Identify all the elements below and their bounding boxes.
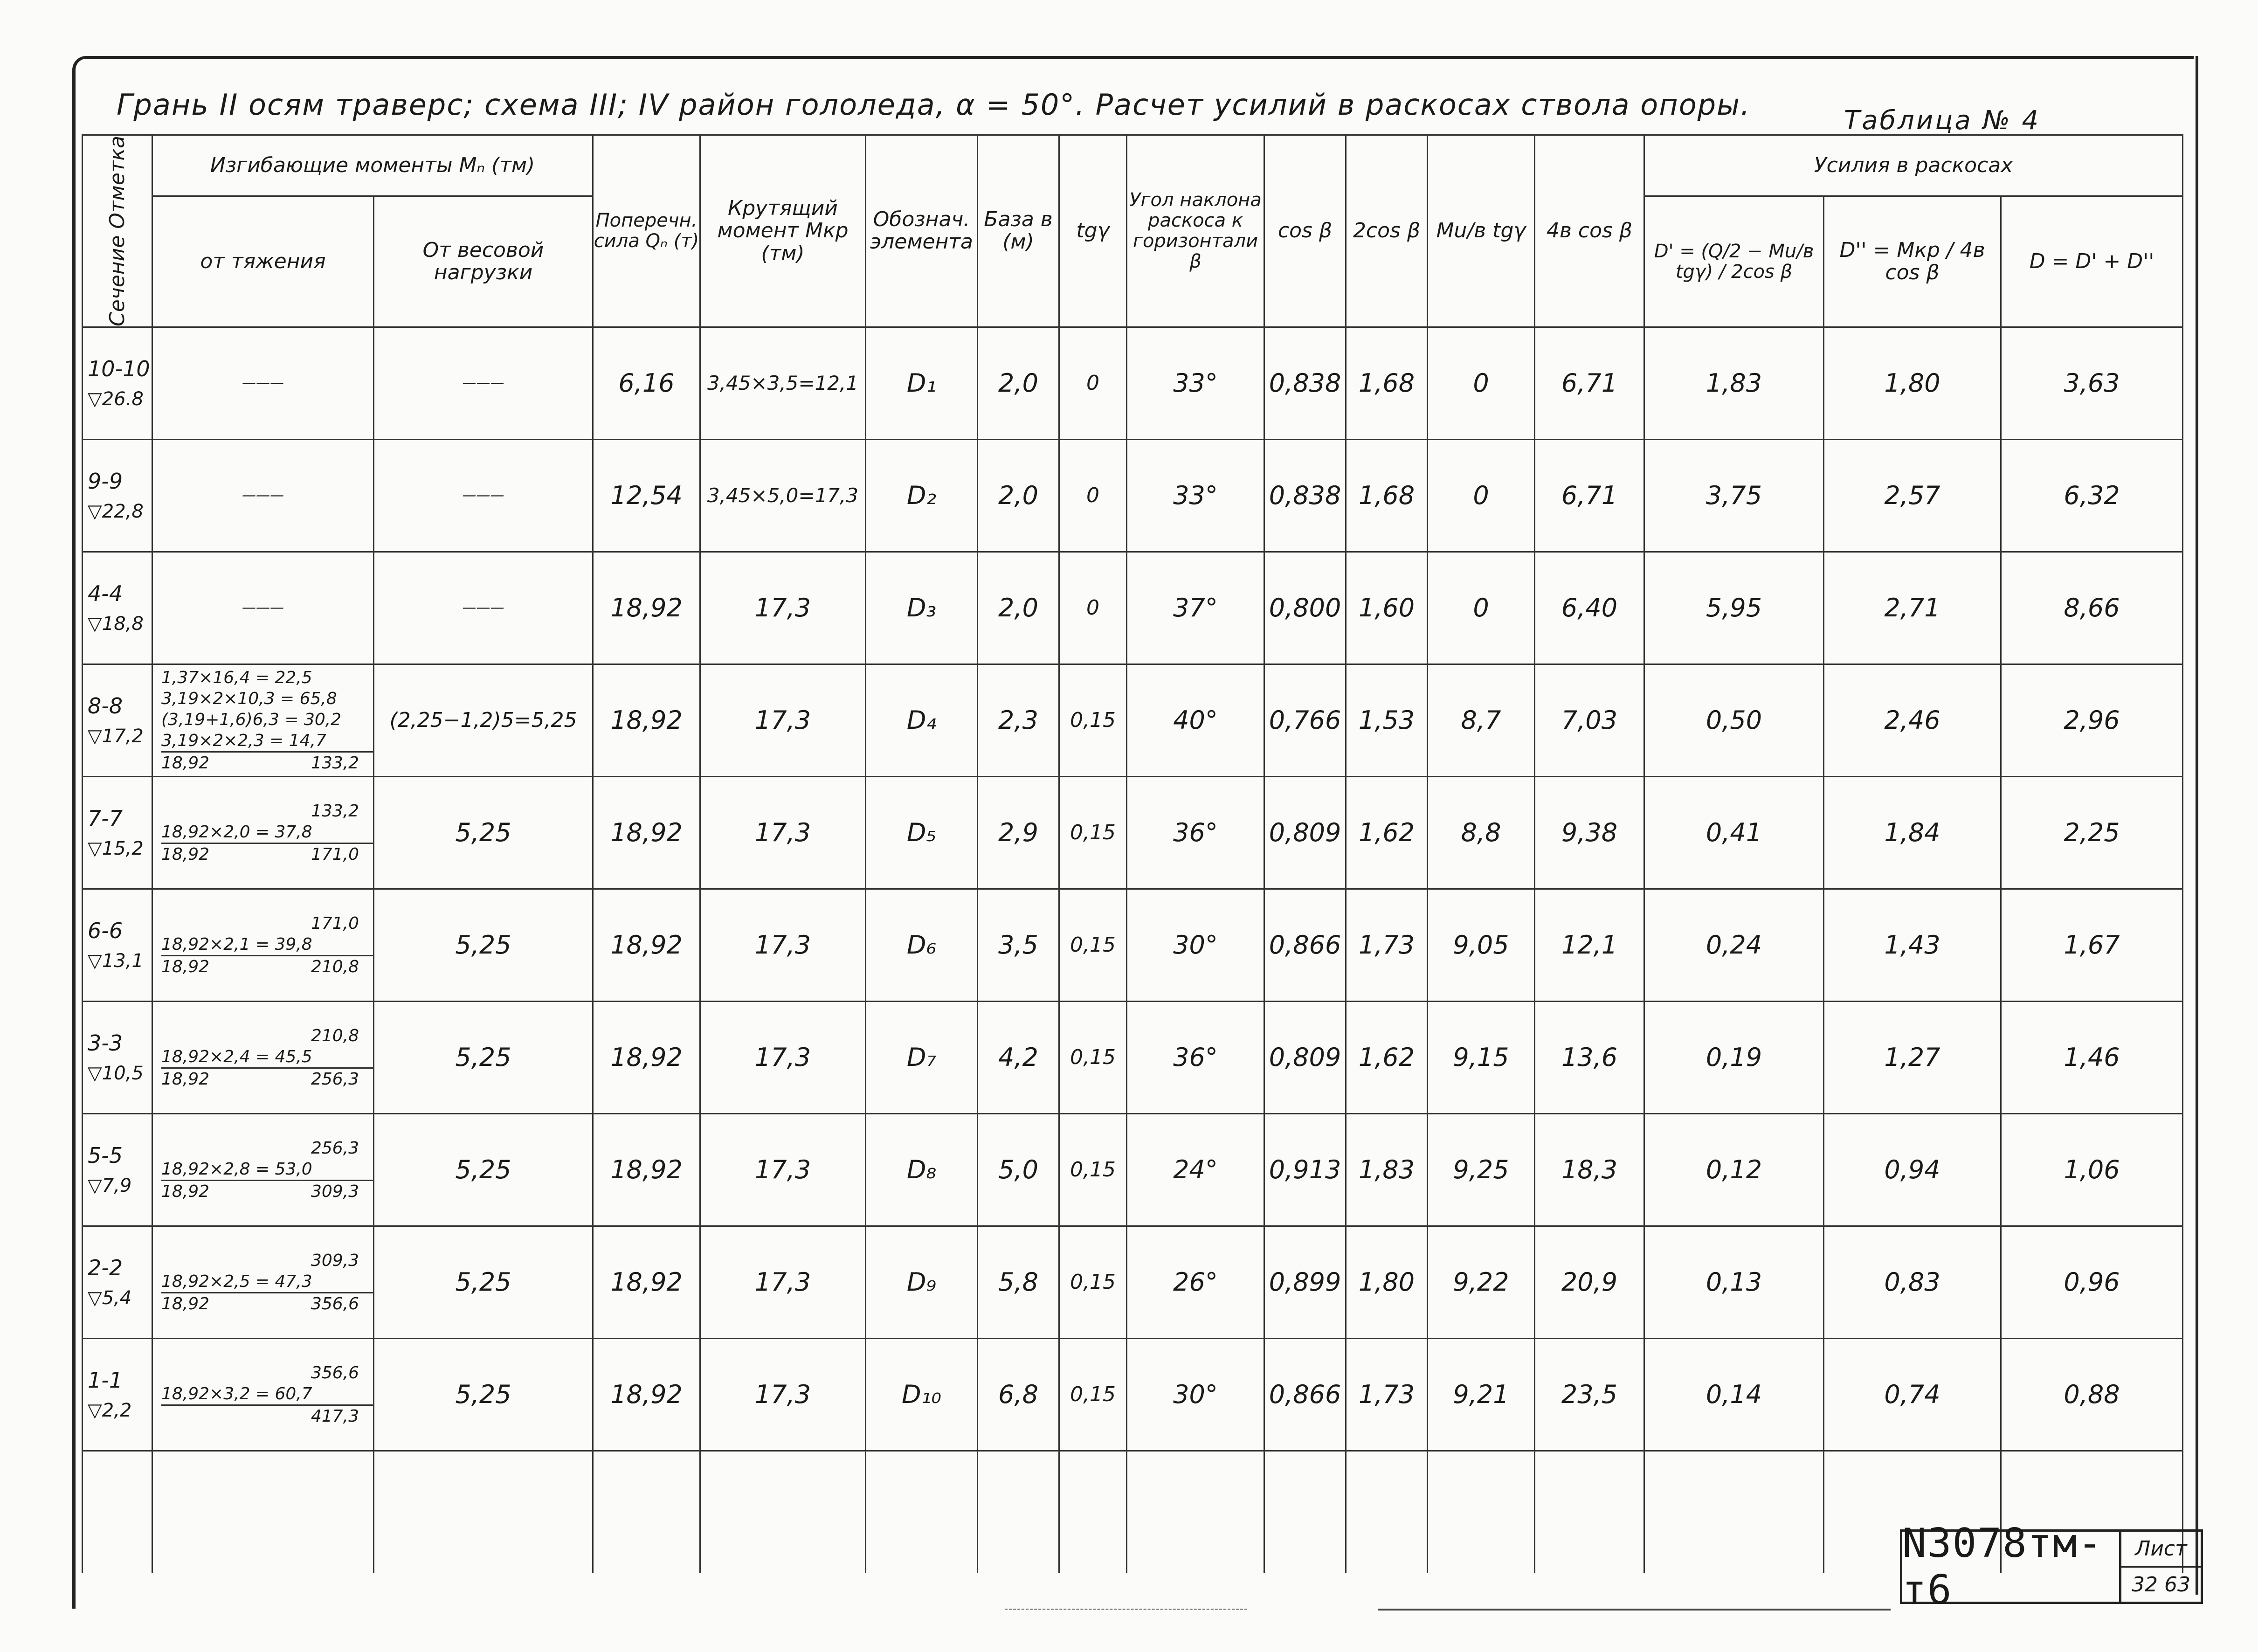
cell-element: D₁: [866, 327, 978, 439]
cell-element: D₈: [866, 1113, 978, 1226]
cell-angle: 26°: [1127, 1226, 1264, 1338]
cell-base: 4,2: [978, 1001, 1059, 1113]
cell-mutg: 9,05: [1428, 889, 1535, 1001]
cell-d2: 0,83: [1824, 1226, 2001, 1338]
cell-torque: 17,3: [700, 552, 866, 664]
table-row: [83, 552, 2183, 664]
cell-d-total: 0,88: [2001, 1338, 2183, 1451]
section-mark: ▽10,5: [88, 1063, 144, 1085]
cell-base: 3,5: [978, 889, 1059, 1001]
cell-torque: 17,3: [700, 1113, 866, 1226]
col-torque-header: Крутящий момент Mкр (тм): [700, 135, 866, 327]
cell-weight: 5,25: [374, 1113, 593, 1226]
cell-cos: 0,766: [1264, 664, 1346, 776]
cell-base: 5,0: [978, 1113, 1059, 1226]
tension-carry: 309,3: [311, 1251, 359, 1270]
cell-d-total: 3,63: [2001, 327, 2183, 439]
tension-carry: 356,6: [311, 1363, 359, 1382]
cell-section: [83, 1338, 152, 1451]
cell-section: [83, 1113, 152, 1226]
sheet-number: 32 63: [2132, 1573, 2190, 1597]
cell-torque: 3,45×5,0=17,3: [700, 439, 866, 552]
cell-tension: [152, 776, 374, 889]
section-id: 5-5: [88, 1143, 123, 1168]
cell-d-total: 2,96: [2001, 664, 2183, 776]
cell-angle: 33°: [1127, 439, 1264, 552]
cell-section: [83, 327, 152, 439]
section-id: 9-9: [88, 469, 123, 494]
col-forces-header: Усилия в раскосах: [1644, 135, 2183, 196]
cell-shear: 18,92: [593, 1226, 700, 1338]
cell-d1: 0,13: [1644, 1226, 1824, 1338]
cell-base: 2,0: [978, 552, 1059, 664]
cell-d-total: 1,46: [2001, 1001, 2183, 1113]
cell-section: [83, 552, 152, 664]
cell-d2: 0,94: [1824, 1113, 2001, 1226]
table-row: [83, 889, 2183, 1001]
cell-d-total: 8,66: [2001, 552, 2183, 664]
cell-d2: 2,46: [1824, 664, 2001, 776]
cell-weight: (2,25−1,2)5=5,25: [374, 664, 593, 776]
cell-cos: 0,913: [1264, 1113, 1346, 1226]
section-id: 8-8: [88, 693, 123, 719]
section-mark: ▽5,4: [88, 1287, 132, 1309]
cell-mutg: 9,15: [1428, 1001, 1535, 1113]
cell-tension: [152, 1226, 374, 1338]
cell-twocos: 1,62: [1346, 776, 1428, 889]
cell-angle: 40°: [1127, 664, 1264, 776]
cell-weight: ———: [374, 552, 593, 664]
cell-angle: 30°: [1127, 1338, 1264, 1451]
table-row: [83, 1226, 2183, 1338]
col-moments-header: Изгибающие моменты Mₙ (тм): [152, 135, 593, 196]
cell-d-total: 2,25: [2001, 776, 2183, 889]
col-2cos-header: 2cos β: [1346, 135, 1428, 327]
cell-fourcos: 7,03: [1535, 664, 1644, 776]
cell-d-total: 1,06: [2001, 1113, 2183, 1226]
tension-line: (3,19+1,6)6,3 = 30,2: [161, 710, 342, 729]
cell-base: 2,3: [978, 664, 1059, 776]
table-row: [83, 439, 2183, 552]
cell-empty: [700, 1451, 866, 1573]
cell-weight: 5,25: [374, 776, 593, 889]
cell-base: 2,0: [978, 439, 1059, 552]
drawing-code: N3078тм-т6: [1902, 1532, 2121, 1602]
cell-d1: 0,14: [1644, 1338, 1824, 1451]
col-4cos-header: 4в cos β: [1535, 135, 1644, 327]
cell-fourcos: 23,5: [1535, 1338, 1644, 1451]
cell-fourcos: 18,3: [1535, 1113, 1644, 1226]
cell-tension: [152, 1338, 374, 1451]
cell-tg: 0: [1059, 327, 1127, 439]
cell-mutg: 9,22: [1428, 1226, 1535, 1338]
cell-twocos: 1,80: [1346, 1226, 1428, 1338]
cell-empty: [1428, 1451, 1535, 1573]
cell-weight: ———: [374, 327, 593, 439]
cell-d1: 5,95: [1644, 552, 1824, 664]
cell-tension: [152, 1001, 374, 1113]
cell-tg: 0,15: [1059, 1226, 1127, 1338]
cell-d1: 1,83: [1644, 327, 1824, 439]
cell-angle: 24°: [1127, 1113, 1264, 1226]
section-mark: ▽7,9: [88, 1175, 132, 1197]
cell-empty: [1535, 1451, 1644, 1573]
cell-shear: 18,92: [593, 776, 700, 889]
cell-base: 5,8: [978, 1226, 1059, 1338]
tension-result: 18,92 171,0: [161, 844, 359, 864]
cell-d-total: 1,67: [2001, 889, 2183, 1001]
title-stamp: [1900, 1520, 2203, 1613]
cell-element: D₅: [866, 776, 978, 889]
cell-mutg: 0: [1428, 552, 1535, 664]
frame-border-top: [86, 56, 2194, 59]
cell-empty: [83, 1451, 152, 1573]
cell-d2: 1,84: [1824, 776, 2001, 889]
cell-d2: 1,27: [1824, 1001, 2001, 1113]
cell-tg: 0,15: [1059, 776, 1127, 889]
cell-tg: 0,15: [1059, 1001, 1127, 1113]
cell-twocos: 1,68: [1346, 327, 1428, 439]
cell-tension: [152, 889, 374, 1001]
cell-mutg: 9,25: [1428, 1113, 1535, 1226]
tension-line: 18,92×2,0 = 37,8: [161, 822, 373, 844]
bottom-line: [1378, 1609, 1891, 1611]
cell-d1: 0,50: [1644, 664, 1824, 776]
tension-result: 18,92 133,2: [161, 753, 359, 773]
cell-d1: 0,41: [1644, 776, 1824, 889]
section-id: 1-1: [88, 1368, 123, 1393]
cell-torque: 17,3: [700, 776, 866, 889]
cell-weight: 5,25: [374, 889, 593, 1001]
cell-mutg: 0: [1428, 327, 1535, 439]
tension-carry: 171,0: [311, 913, 359, 933]
section-id: 6-6: [88, 918, 123, 944]
cell-empty: [1264, 1451, 1346, 1573]
col-base-header: База в (м): [978, 135, 1059, 327]
cell-d1: 0,24: [1644, 889, 1824, 1001]
section-mark: ▽13,1: [88, 950, 144, 972]
sheet-label: Лист: [2121, 1532, 2201, 1568]
tension-result: 18,92 256,3: [161, 1069, 359, 1089]
cell-tension: [152, 664, 374, 776]
cell-d-total: 0,96: [2001, 1226, 2183, 1338]
cell-torque: 17,3: [700, 1001, 866, 1113]
cell-empty: [1644, 1451, 1824, 1573]
table-row-empty: [83, 1451, 2183, 1573]
cell-d2: 2,57: [1824, 439, 2001, 552]
cell-mutg: 9,21: [1428, 1338, 1535, 1451]
cell-section: [83, 1226, 152, 1338]
cell-fourcos: 6,40: [1535, 552, 1644, 664]
col-section-header: Сечение Отметка: [83, 135, 152, 327]
cell-tg: 0,15: [1059, 664, 1127, 776]
cell-fourcos: 9,38: [1535, 776, 1644, 889]
bottom-dash-line: [1005, 1609, 1247, 1610]
cell-angle: 33°: [1127, 327, 1264, 439]
cell-cos: 0,838: [1264, 327, 1346, 439]
cell-tg: 0: [1059, 552, 1127, 664]
cell-element: D₄: [866, 664, 978, 776]
cell-empty: [152, 1451, 374, 1573]
forces-table: [82, 134, 2183, 1573]
cell-shear: 18,92: [593, 889, 700, 1001]
cell-torque: 17,3: [700, 1226, 866, 1338]
cell-weight: 5,25: [374, 1338, 593, 1451]
col-tension-header: от тяжения: [152, 196, 374, 327]
cell-d1: 0,12: [1644, 1113, 1824, 1226]
col-tg-header: tgγ: [1059, 135, 1127, 327]
cell-twocos: 1,68: [1346, 439, 1428, 552]
cell-weight: 5,25: [374, 1226, 593, 1338]
cell-tension: ———: [152, 439, 374, 552]
cell-tg: 0,15: [1059, 889, 1127, 1001]
tension-line: 18,92×3,2 = 60,7: [161, 1383, 373, 1406]
drawing-sheet: [72, 56, 2198, 1613]
cell-d2: 1,43: [1824, 889, 2001, 1001]
col-angle-header: Угол наклона раскоса к горизонтали β: [1127, 135, 1264, 327]
cell-torque: 3,45×3,5=12,1: [700, 327, 866, 439]
cell-section: [83, 776, 152, 889]
cell-cos: 0,809: [1264, 776, 1346, 889]
frame-border-left: [72, 70, 76, 1609]
cell-cos: 0,866: [1264, 889, 1346, 1001]
cell-empty: [866, 1451, 978, 1573]
cell-section: [83, 889, 152, 1001]
tension-result: 18,92 356,6: [161, 1294, 359, 1313]
cell-d-total: 6,32: [2001, 439, 2183, 552]
tension-line: 18,92×2,1 = 39,8: [161, 934, 373, 956]
cell-fourcos: 6,71: [1535, 327, 1644, 439]
section-id: 10-10: [88, 356, 150, 382]
cell-tension: ———: [152, 327, 374, 439]
col-mutg-header: Mu/в tgγ: [1428, 135, 1535, 327]
cell-mutg: 8,8: [1428, 776, 1535, 889]
tension-result: 18,92 309,3: [161, 1182, 359, 1201]
section-mark: ▽18,8: [88, 613, 144, 635]
col-d-header: D = D' + D'': [2001, 196, 2183, 327]
cell-cos: 0,899: [1264, 1226, 1346, 1338]
cell-shear: 12,54: [593, 439, 700, 552]
cell-angle: 36°: [1127, 1001, 1264, 1113]
cell-empty: [978, 1451, 1059, 1573]
cell-cos: 0,800: [1264, 552, 1346, 664]
cell-shear: 18,92: [593, 1338, 700, 1451]
tension-line: 3,19×2×2,3 = 14,7: [161, 730, 373, 753]
table-row: [83, 664, 2183, 776]
section-mark: ▽17,2: [88, 726, 144, 747]
cell-element: D₂: [866, 439, 978, 552]
col-weight-header: От весовой нагрузки: [374, 196, 593, 327]
col-element-header: Обознач. элемента: [866, 135, 978, 327]
cell-base: 6,8: [978, 1338, 1059, 1451]
tension-line: 18,92×2,5 = 47,3: [161, 1271, 373, 1293]
cell-tension: ———: [152, 552, 374, 664]
tension-carry: 256,3: [311, 1138, 359, 1158]
cell-base: 2,0: [978, 327, 1059, 439]
table-row: [83, 1338, 2183, 1451]
tension-line: 18,92×2,4 = 45,5: [161, 1046, 373, 1069]
cell-torque: 17,3: [700, 889, 866, 1001]
cell-element: D₁₀: [866, 1338, 978, 1451]
cell-fourcos: 6,71: [1535, 439, 1644, 552]
cell-section: [83, 439, 152, 552]
section-id: 7-7: [88, 806, 123, 831]
cell-d2: 1,80: [1824, 327, 2001, 439]
cell-angle: 37°: [1127, 552, 1264, 664]
cell-twocos: 1,60: [1346, 552, 1428, 664]
sheet-caption: Грань II осям траверс; схема III; IV район гололеда, α = 50°. Расчет усилий в раскосах ствола опоры.: [117, 88, 1751, 122]
tension-result: 417,3: [311, 1406, 359, 1426]
col-shear-header: Поперечн. сила Qₙ (т): [593, 135, 700, 327]
section-id: 3-3: [88, 1030, 123, 1056]
cell-d2: 0,74: [1824, 1338, 2001, 1451]
cell-empty: [1059, 1451, 1127, 1573]
cell-shear: 18,92: [593, 664, 700, 776]
section-mark: ▽2,2: [88, 1400, 132, 1422]
frame-corner: [72, 56, 91, 75]
section-mark: ▽26.8: [88, 388, 144, 410]
cell-element: D₆: [866, 889, 978, 1001]
cell-shear: 18,92: [593, 1001, 700, 1113]
section-id: 2-2: [88, 1255, 123, 1281]
section-mark: ▽22,8: [88, 501, 144, 523]
cell-fourcos: 20,9: [1535, 1226, 1644, 1338]
cell-base: 2,9: [978, 776, 1059, 889]
cell-fourcos: 12,1: [1535, 889, 1644, 1001]
cell-empty: [374, 1451, 593, 1573]
cell-mutg: 0: [1428, 439, 1535, 552]
col-cos-header: cos β: [1264, 135, 1346, 327]
section-mark: ▽15,2: [88, 838, 144, 860]
cell-empty: [1127, 1451, 1264, 1573]
cell-d2: 2,71: [1824, 552, 2001, 664]
tension-line: 1,37×16,4 = 22,5: [161, 668, 312, 687]
table-row: [83, 1113, 2183, 1226]
table-row: [83, 1001, 2183, 1113]
cell-element: D₉: [866, 1226, 978, 1338]
tension-carry: 210,8: [311, 1026, 359, 1045]
cell-shear: 18,92: [593, 552, 700, 664]
cell-torque: 17,3: [700, 664, 866, 776]
section-id: 4-4: [88, 581, 123, 607]
cell-twocos: 1,73: [1346, 889, 1428, 1001]
tension-carry: 133,2: [311, 801, 359, 821]
cell-fourcos: 13,6: [1535, 1001, 1644, 1113]
cell-twocos: 1,62: [1346, 1001, 1428, 1113]
cell-cos: 0,838: [1264, 439, 1346, 552]
cell-angle: 36°: [1127, 776, 1264, 889]
table-number: Таблица № 4: [1844, 105, 2041, 136]
cell-angle: 30°: [1127, 889, 1264, 1001]
cell-tg: 0,15: [1059, 1113, 1127, 1226]
col-d2-header: D'' = Mкр / 4в cos β: [1824, 196, 2001, 327]
cell-twocos: 1,83: [1346, 1113, 1428, 1226]
cell-mutg: 8,7: [1428, 664, 1535, 776]
cell-weight: 5,25: [374, 1001, 593, 1113]
cell-element: D₇: [866, 1001, 978, 1113]
tension-line: 3,19×2×10,3 = 65,8: [161, 689, 337, 708]
table-row: [83, 776, 2183, 889]
cell-torque: 17,3: [700, 1338, 866, 1451]
tension-result: 18,92 210,8: [161, 957, 359, 976]
cell-empty: [1346, 1451, 1428, 1573]
cell-shear: 18,92: [593, 1113, 700, 1226]
tension-line: 18,92×2,8 = 53,0: [161, 1159, 373, 1181]
cell-cos: 0,809: [1264, 1001, 1346, 1113]
cell-weight: ———: [374, 439, 593, 552]
cell-empty: [593, 1451, 700, 1573]
cell-section: [83, 1001, 152, 1113]
table-row: [83, 327, 2183, 439]
cell-shear: 6,16: [593, 327, 700, 439]
col-d1-header: D' = (Q/2 − Mu/в tgγ) / 2cos β: [1644, 196, 1824, 327]
frame-border-right: [2196, 56, 2198, 1595]
cell-cos: 0,866: [1264, 1338, 1346, 1451]
cell-tg: 0,15: [1059, 1338, 1127, 1451]
cell-twocos: 1,73: [1346, 1338, 1428, 1451]
cell-twocos: 1,53: [1346, 664, 1428, 776]
cell-tension: [152, 1113, 374, 1226]
cell-element: D₃: [866, 552, 978, 664]
cell-tg: 0: [1059, 439, 1127, 552]
cell-d1: 3,75: [1644, 439, 1824, 552]
cell-section: [83, 664, 152, 776]
sheet-box: [2121, 1532, 2201, 1602]
cell-d1: 0,19: [1644, 1001, 1824, 1113]
